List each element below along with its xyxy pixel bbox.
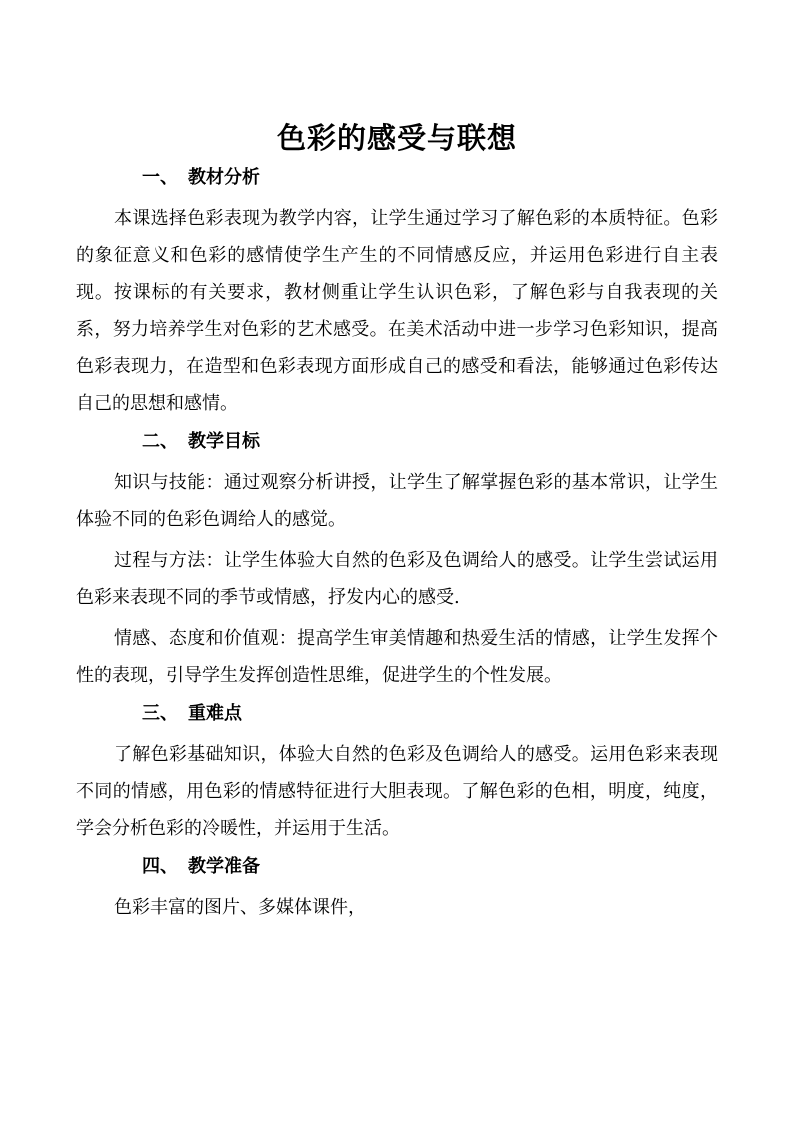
section-teaching-preparation (76, 855, 718, 926)
section-teaching-material-analysis (76, 166, 718, 422)
section-key-difficulties (76, 702, 718, 847)
section-heading (76, 166, 718, 190)
paragraph-process-methods: 过程与方法：让学生体验大自然的色彩及色调给人的感受。让学生尝试运用色彩来表现不同的季节或情感，抒发内心的感受. (76, 550, 718, 608)
section-heading (76, 702, 718, 726)
paragraph: 色彩丰富的图片、多媒体课件， (114, 897, 366, 918)
paragraph-emotion-values: 情感、态度和价值观：提高学生审美情趣和热爱生活的情感，让学生发挥个性的表现，引导学生发挥创造性思维，促进学生的个性发展。 (76, 628, 718, 686)
document-title: 色彩的感受与联想 (276, 121, 517, 155)
section-number: 二、 (142, 431, 178, 452)
section-title: 教学目标 (188, 431, 260, 452)
paragraph: 本课选择色彩表现为教学内容，让学生通过学习了解色彩的本质特征。色彩的象征意义和色彩的感情使学生产生的不同情感反应，并运用色彩进行自主表现。按课标的有关要求，教材侧重让学生认识色彩，了解色彩与自我表现的关系，努力培养学生对色彩的艺术感受。在美术活动中进一步学习色彩知识，提高色彩表现力，在造型和色彩表现方面形成自己的感受和看法，能够通过色彩传达自己的思想和感情。 (76, 208, 718, 414)
paragraph: 了解色彩基础知识，体验大自然的色彩及色调给人的感受。运用色彩来表现不同的情感，用色彩的情感特征进行大胆表现。了解色彩的色相，明度，纯度，学会分析色彩的冷暖性，并运用于生活。 (76, 744, 718, 839)
section-number: 三、 (142, 703, 178, 724)
section-title: 重难点 (188, 703, 242, 724)
section-heading (76, 430, 718, 454)
section-number: 四、 (142, 856, 178, 877)
section-teaching-objectives (76, 430, 718, 694)
section-heading (76, 855, 718, 879)
section-title: 教材分析 (188, 167, 260, 188)
section-title: 教学准备 (188, 856, 260, 877)
paragraph-knowledge-skills: 知识与技能：通过观察分析讲授，让学生了解掌握色彩的基本常识，让学生体验不同的色彩色调给人的感觉。 (76, 472, 718, 530)
section-number: 一、 (142, 167, 178, 188)
document-body (76, 118, 718, 926)
